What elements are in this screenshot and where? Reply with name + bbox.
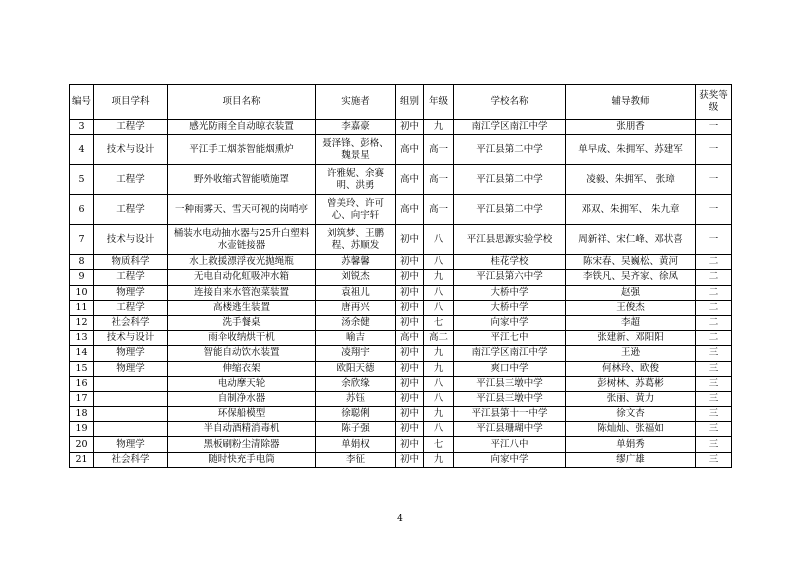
table-cell: 15 (70, 361, 94, 376)
table-cell: 李征 (316, 452, 396, 467)
table-cell: 平江县三墩中学 (454, 376, 566, 391)
table-cell: 社会科学 (94, 452, 168, 467)
table-cell: 物理学 (94, 361, 168, 376)
table-cell: 电动摩天轮 (168, 376, 316, 391)
table-cell: 欧阳天德 (316, 361, 396, 376)
table-cell: 高中 (396, 331, 424, 346)
table-cell: 初中 (396, 255, 424, 270)
table-cell: 3 (70, 120, 94, 135)
table-cell: 八 (424, 300, 454, 315)
table-body (70, 120, 732, 468)
table-cell: 张朋香 (566, 120, 696, 135)
table-cell: 平江县第二中学 (454, 135, 566, 165)
table-cell: 单娟秀 (566, 437, 696, 452)
table-cell: 九 (424, 270, 454, 285)
table-cell: 一 (696, 120, 732, 135)
table-cell: 三 (696, 361, 732, 376)
table-cell: 八 (424, 376, 454, 391)
table-cell: 高中 (396, 135, 424, 165)
table-cell: 二 (696, 285, 732, 300)
table-cell: 三 (696, 452, 732, 467)
header-cell: 辅导教师 (566, 85, 696, 120)
table-cell: 高一 (424, 165, 454, 195)
table-cell: 邓双、朱拥军、 朱九章 (566, 195, 696, 225)
table-cell: 黑板刷粉尘清除器 (168, 437, 316, 452)
table-cell: 工程学 (94, 195, 168, 225)
table-row (70, 437, 732, 452)
table-cell: 陈子强 (316, 422, 396, 437)
table-row (70, 120, 732, 135)
header-cell: 学校名称 (454, 85, 566, 120)
table-cell: 平江县第十一中学 (454, 407, 566, 422)
table-row (70, 195, 732, 225)
awards-table (69, 84, 732, 468)
table-cell: 李超 (566, 315, 696, 330)
table-cell: 赵强 (566, 285, 696, 300)
table-cell: 单娟权 (316, 437, 396, 452)
table-cell: 平江县第二中学 (454, 195, 566, 225)
table-cell: 平江八中 (454, 437, 566, 452)
table-cell: 李铁凡、吴齐家、徐凤 (566, 270, 696, 285)
table-cell: 工程学 (94, 300, 168, 315)
table-cell: 唐再兴 (316, 300, 396, 315)
table-cell: 三 (696, 407, 732, 422)
table-row (70, 225, 732, 255)
table-cell: 社会科学 (94, 315, 168, 330)
table-cell: 聂泽锋、彭格、魏景星 (316, 135, 396, 165)
table-cell: 平江县第六中学 (454, 270, 566, 285)
header-cell: 组别 (396, 85, 424, 120)
table-row (70, 331, 732, 346)
table-cell: 12 (70, 315, 94, 330)
table-row (70, 422, 732, 437)
table-cell: 单早成、朱拥军、苏建军 (566, 135, 696, 165)
table-cell: 平江七中 (454, 331, 566, 346)
table-cell: 随时快充手电筒 (168, 452, 316, 467)
table-cell: 14 (70, 346, 94, 361)
table-cell (94, 407, 168, 422)
table-cell: 高一 (424, 135, 454, 165)
table-cell: 凌毅、朱拥军、 张璋 (566, 165, 696, 195)
table-row (70, 165, 732, 195)
table-cell: 环保船模型 (168, 407, 316, 422)
table-cell: 物理学 (94, 285, 168, 300)
table-cell: 平江县第二中学 (454, 165, 566, 195)
table-row (70, 300, 732, 315)
table-cell: 三 (696, 391, 732, 406)
table-cell: 初中 (396, 437, 424, 452)
table-cell: 6 (70, 195, 94, 225)
table-cell: 平江县思源实验学校 (454, 225, 566, 255)
table-cell: 大桥中学 (454, 300, 566, 315)
header-cell: 年级 (424, 85, 454, 120)
table-cell: 三 (696, 422, 732, 437)
table-cell: 连接自来水管泡菜装置 (168, 285, 316, 300)
table-cell: 一 (696, 165, 732, 195)
table-cell: 二 (696, 331, 732, 346)
table-cell: 刘筑梦、王鹏程、苏顺发 (316, 225, 396, 255)
table-header-row (70, 85, 732, 120)
table-cell: 凌翔宇 (316, 346, 396, 361)
table-cell: 16 (70, 376, 94, 391)
table-cell: 初中 (396, 285, 424, 300)
table-cell: 南江学区南江中学 (454, 120, 566, 135)
table-cell: 感光防雨全自动晾衣装置 (168, 120, 316, 135)
table-cell: 10 (70, 285, 94, 300)
table-cell: 二 (696, 315, 732, 330)
table-cell: 17 (70, 391, 94, 406)
table-cell: 喻吉 (316, 331, 396, 346)
table-cell: 野外收缩式智能喷施罩 (168, 165, 316, 195)
table-cell: 九 (424, 346, 454, 361)
table-cell: 平江县珊瑚中学 (454, 422, 566, 437)
table-cell: 自制净水器 (168, 391, 316, 406)
table-cell: 二 (696, 270, 732, 285)
table-cell: 南江学区南江中学 (454, 346, 566, 361)
table-row (70, 285, 732, 300)
table-cell: 工程学 (94, 270, 168, 285)
table-cell: 八 (424, 255, 454, 270)
table-cell: 周新祥、宋仁峰、邓状喜 (566, 225, 696, 255)
header-cell: 编号 (70, 85, 94, 120)
table-cell: 张建新、邓阳阳 (566, 331, 696, 346)
table-row (70, 346, 732, 361)
table-cell: 高楼逃生装置 (168, 300, 316, 315)
table-cell: 许雅妮、余赛明、洪勇 (316, 165, 396, 195)
table-cell: 刘锐杰 (316, 270, 396, 285)
table-cell: 陈灿灿、张福如 (566, 422, 696, 437)
table-cell: 三 (696, 376, 732, 391)
table-cell: 初中 (396, 270, 424, 285)
table-cell: 初中 (396, 452, 424, 467)
table-cell: 平江手工烟茶智能烟熏炉 (168, 135, 316, 165)
table-cell: 桶装水电动抽水器与25升白塑料水壶链接器 (168, 225, 316, 255)
table-cell: 8 (70, 255, 94, 270)
table-cell: 智能自动饮水装置 (168, 346, 316, 361)
table-cell: 20 (70, 437, 94, 452)
table-cell: 苏钰 (316, 391, 396, 406)
table-cell: 初中 (396, 361, 424, 376)
table-cell: 技术与设计 (94, 135, 168, 165)
table-cell: 技术与设计 (94, 331, 168, 346)
table-cell: 张丽、黄力 (566, 391, 696, 406)
table-cell: 汤余健 (316, 315, 396, 330)
page-number: 4 (397, 514, 403, 524)
table-cell: 八 (424, 422, 454, 437)
table-cell (94, 376, 168, 391)
table-cell: 初中 (396, 120, 424, 135)
table-row (70, 376, 732, 391)
table-cell: 物理学 (94, 437, 168, 452)
table-cell: 物质科学 (94, 255, 168, 270)
table-cell: 21 (70, 452, 94, 467)
table-cell: 7 (70, 225, 94, 255)
table-cell: 九 (424, 361, 454, 376)
table-cell: 9 (70, 270, 94, 285)
table-cell: 13 (70, 331, 94, 346)
table-cell: 袁祖儿 (316, 285, 396, 300)
table-cell: 王逊 (566, 346, 696, 361)
table-cell: 一 (696, 225, 732, 255)
table-cell: 九 (424, 120, 454, 135)
table-cell: 陈宋春、吴巍松、黄河 (566, 255, 696, 270)
table-cell: 4 (70, 135, 94, 165)
table-cell: 技术与设计 (94, 225, 168, 255)
table-cell: 初中 (396, 391, 424, 406)
table-cell: 三 (696, 346, 732, 361)
table-cell: 高一 (424, 195, 454, 225)
table-cell (94, 422, 168, 437)
table-cell: 余欣缘 (316, 376, 396, 391)
table-cell: 苏馨馨 (316, 255, 396, 270)
table-cell: 伸缩衣架 (168, 361, 316, 376)
table-cell: 工程学 (94, 165, 168, 195)
table-cell (94, 391, 168, 406)
table-cell: 徐文杏 (566, 407, 696, 422)
table-cell: 桂花学校 (454, 255, 566, 270)
table-row (70, 315, 732, 330)
table-cell: 二 (696, 300, 732, 315)
table-cell: 爽口中学 (454, 361, 566, 376)
table-row (70, 255, 732, 270)
table-cell: 向家中学 (454, 452, 566, 467)
table-cell: 高二 (424, 331, 454, 346)
table-cell: 11 (70, 300, 94, 315)
table-cell: 初中 (396, 346, 424, 361)
table-cell: 初中 (396, 407, 424, 422)
table-cell: 高中 (396, 165, 424, 195)
header-cell: 实施者 (316, 85, 396, 120)
table-cell: 水上救援漂浮夜光抛绳瓶 (168, 255, 316, 270)
table-row (70, 407, 732, 422)
table-cell: 一 (696, 135, 732, 165)
table-cell: 大桥中学 (454, 285, 566, 300)
table-cell: 洗手餐桌 (168, 315, 316, 330)
table-cell: 平江县三墩中学 (454, 391, 566, 406)
table-cell: 八 (424, 285, 454, 300)
table-cell: 18 (70, 407, 94, 422)
table-cell: 曾美玲、许可心、向宇轩 (316, 195, 396, 225)
table-cell: 一 (696, 195, 732, 225)
table-row (70, 391, 732, 406)
table-cell: 初中 (396, 376, 424, 391)
table-cell: 二 (696, 255, 732, 270)
table-cell: 何林玲、欧俊 (566, 361, 696, 376)
table-cell: 徐聪俐 (316, 407, 396, 422)
table-cell: 初中 (396, 422, 424, 437)
table-cell: 半自动酒精消毒机 (168, 422, 316, 437)
table-cell: 彭树林、苏葛彬 (566, 376, 696, 391)
table-cell: 王俊杰 (566, 300, 696, 315)
table-cell: 缪广雄 (566, 452, 696, 467)
table-cell: 物理学 (94, 346, 168, 361)
table-cell: 九 (424, 452, 454, 467)
table-row (70, 361, 732, 376)
table-cell: 向家中学 (454, 315, 566, 330)
table-cell: 初中 (396, 315, 424, 330)
table-cell: 19 (70, 422, 94, 437)
header-cell: 项目名称 (168, 85, 316, 120)
table-row (70, 452, 732, 467)
table-cell: 一种雨雾天、雪天可视的岗哨亭 (168, 195, 316, 225)
table-cell: 雨伞收纳烘干机 (168, 331, 316, 346)
table-cell: 5 (70, 165, 94, 195)
table-row (70, 135, 732, 165)
table-cell: 工程学 (94, 120, 168, 135)
table-cell: 九 (424, 407, 454, 422)
header-cell: 项目学科 (94, 85, 168, 120)
table-cell: 高中 (396, 195, 424, 225)
table-cell: 初中 (396, 300, 424, 315)
table-row (70, 270, 732, 285)
header-cell: 获奖等级 (696, 85, 732, 120)
table-cell: 八 (424, 225, 454, 255)
table-cell: 初中 (396, 225, 424, 255)
table-cell: 无电自动化虹吸冲水箱 (168, 270, 316, 285)
table-cell: 三 (696, 437, 732, 452)
table-cell: 七 (424, 315, 454, 330)
table-cell: 李嘉豪 (316, 120, 396, 135)
table-cell: 八 (424, 391, 454, 406)
table-cell: 七 (424, 437, 454, 452)
